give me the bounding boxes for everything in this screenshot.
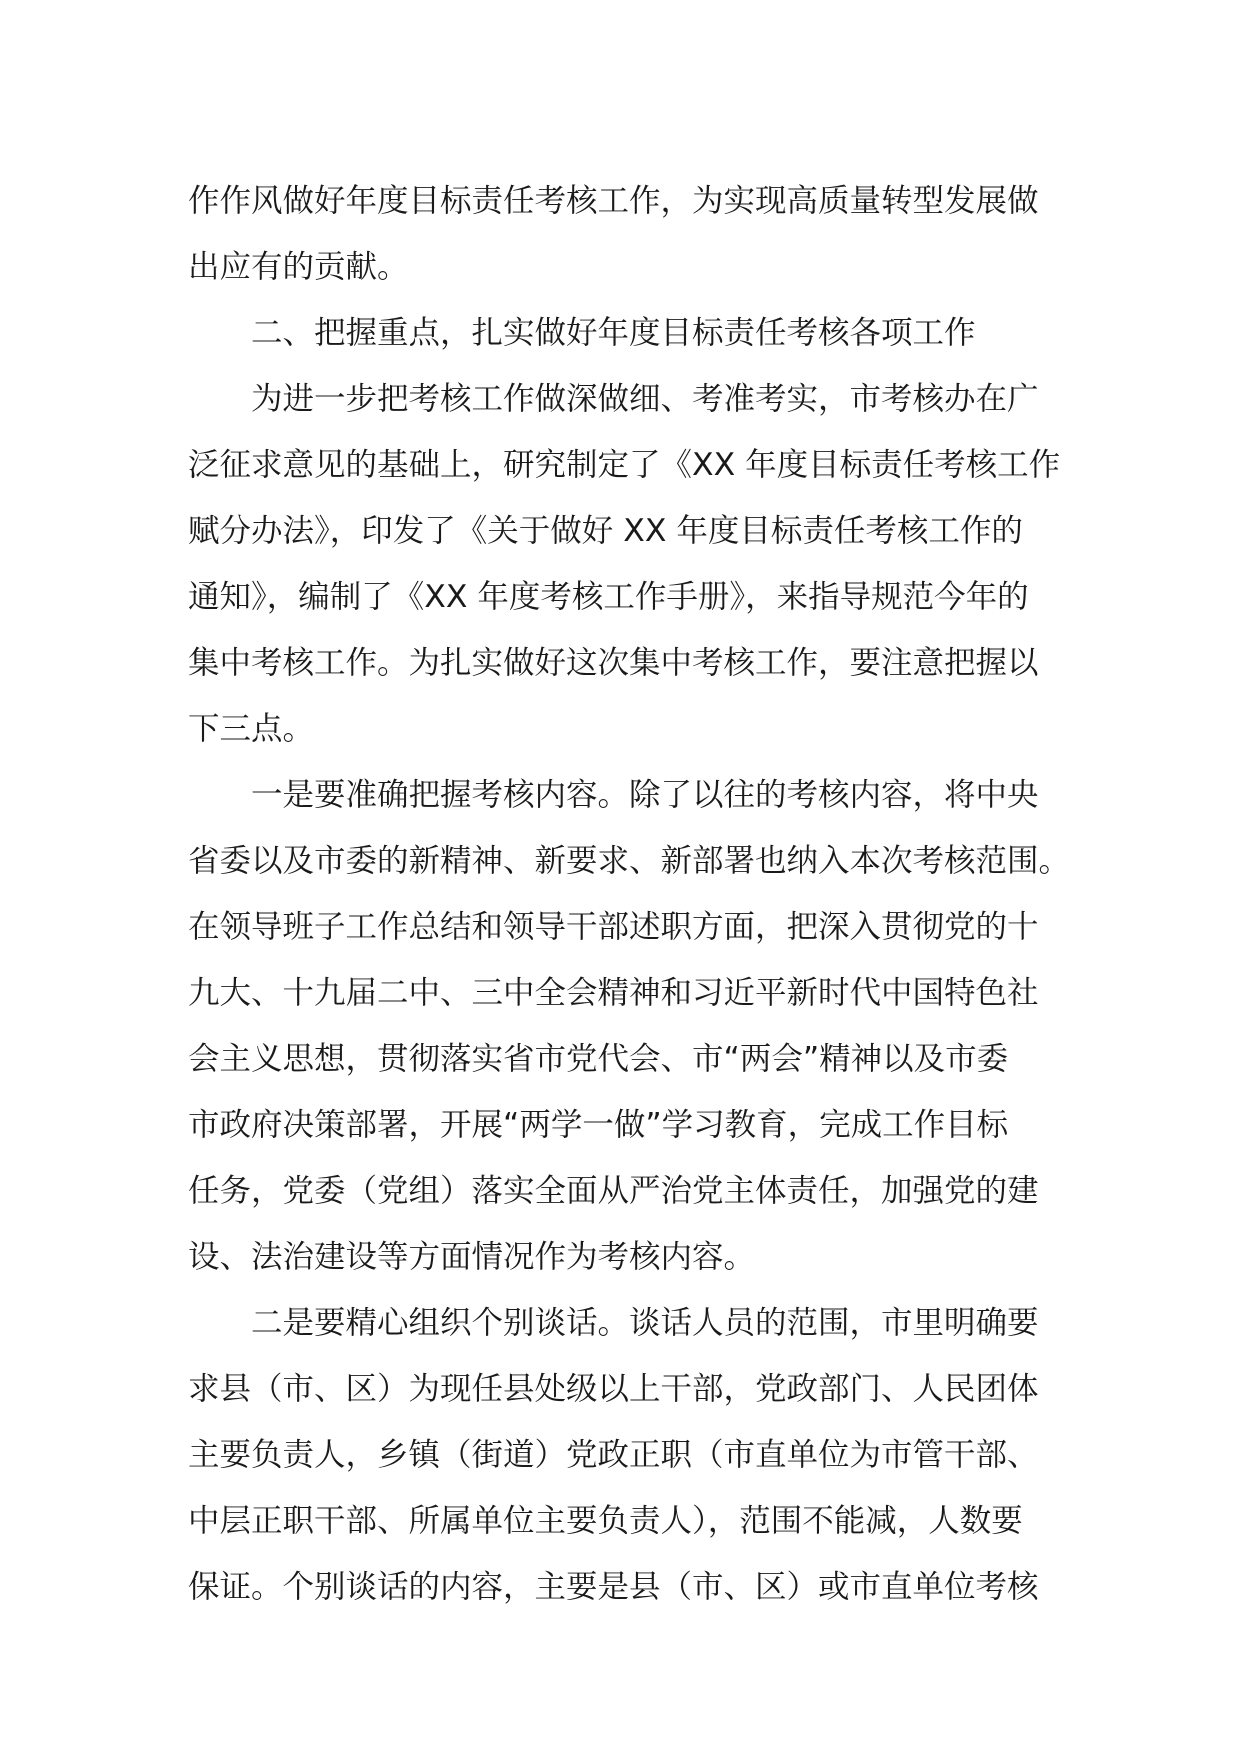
text-line: 下三点。 <box>188 711 315 747</box>
section-heading: 二、把握重点，扎实做好年度目标责任考核各项工作 <box>251 315 976 351</box>
text-line: 市政府决策部署，开展“两学一做”学习教育，完成工作目标 <box>188 1107 1009 1143</box>
text-line: 任务，党委（党组）落实全面从严治党主体责任，加强党的建 <box>188 1173 1039 1209</box>
text-line: 会主义思想，贯彻落实省市党代会、市“两会”精神以及市委 <box>188 1041 1009 1077</box>
text-line: 作作风做好年度目标责任考核工作，为实现高质量转型发展做 <box>188 183 1039 219</box>
text-line: 求县（市、区）为现任县处级以上干部，党政部门、人民团体 <box>188 1371 1039 1407</box>
text-line: 中层正职干部、所属单位主要负责人），范围不能减，人数要 <box>188 1503 1023 1539</box>
text-line: 赋分办法》，印发了《关于做好 XX 年度目标责任考核工作的 <box>188 513 1023 549</box>
text-line: 设、法治建设等方面情况作为考核内容。 <box>188 1239 756 1275</box>
text-line: 泛征求意见的基础上，研究制定了《XX 年度目标责任考核工作 <box>188 447 1061 483</box>
text-line: 在领导班子工作总结和领导干部述职方面，把深入贯彻党的十 <box>188 909 1039 945</box>
text-line: 为进一步把考核工作做深做细、考准考实，市考核办在广 <box>251 381 1039 417</box>
text-line: 通知》，编制了《XX 年度考核工作手册》，来指导规范今年的 <box>188 579 1029 615</box>
text-line: 九大、十九届二中、三中全会精神和习近平新时代中国特色社 <box>188 975 1039 1011</box>
text-line: 主要负责人，乡镇（街道）党政正职（市直单位为市管干部、 <box>188 1437 1039 1473</box>
text-line: 出应有的贡献。 <box>188 249 409 285</box>
text-line: 一是要准确把握考核内容。除了以往的考核内容，将中央 <box>251 777 1039 813</box>
text-line: 二是要精心组织个别谈话。谈话人员的范围，市里明确要 <box>251 1305 1039 1341</box>
document-body <box>188 168 1071 1620</box>
text-line: 集中考核工作。为扎实做好这次集中考核工作，要注意把握以 <box>188 645 1039 681</box>
text-line: 保证。个别谈话的内容，主要是县（市、区）或市直单位考核 <box>188 1569 1039 1605</box>
text-line: 省委以及市委的新精神、新要求、新部署也纳入本次考核范围。 <box>188 843 1071 879</box>
